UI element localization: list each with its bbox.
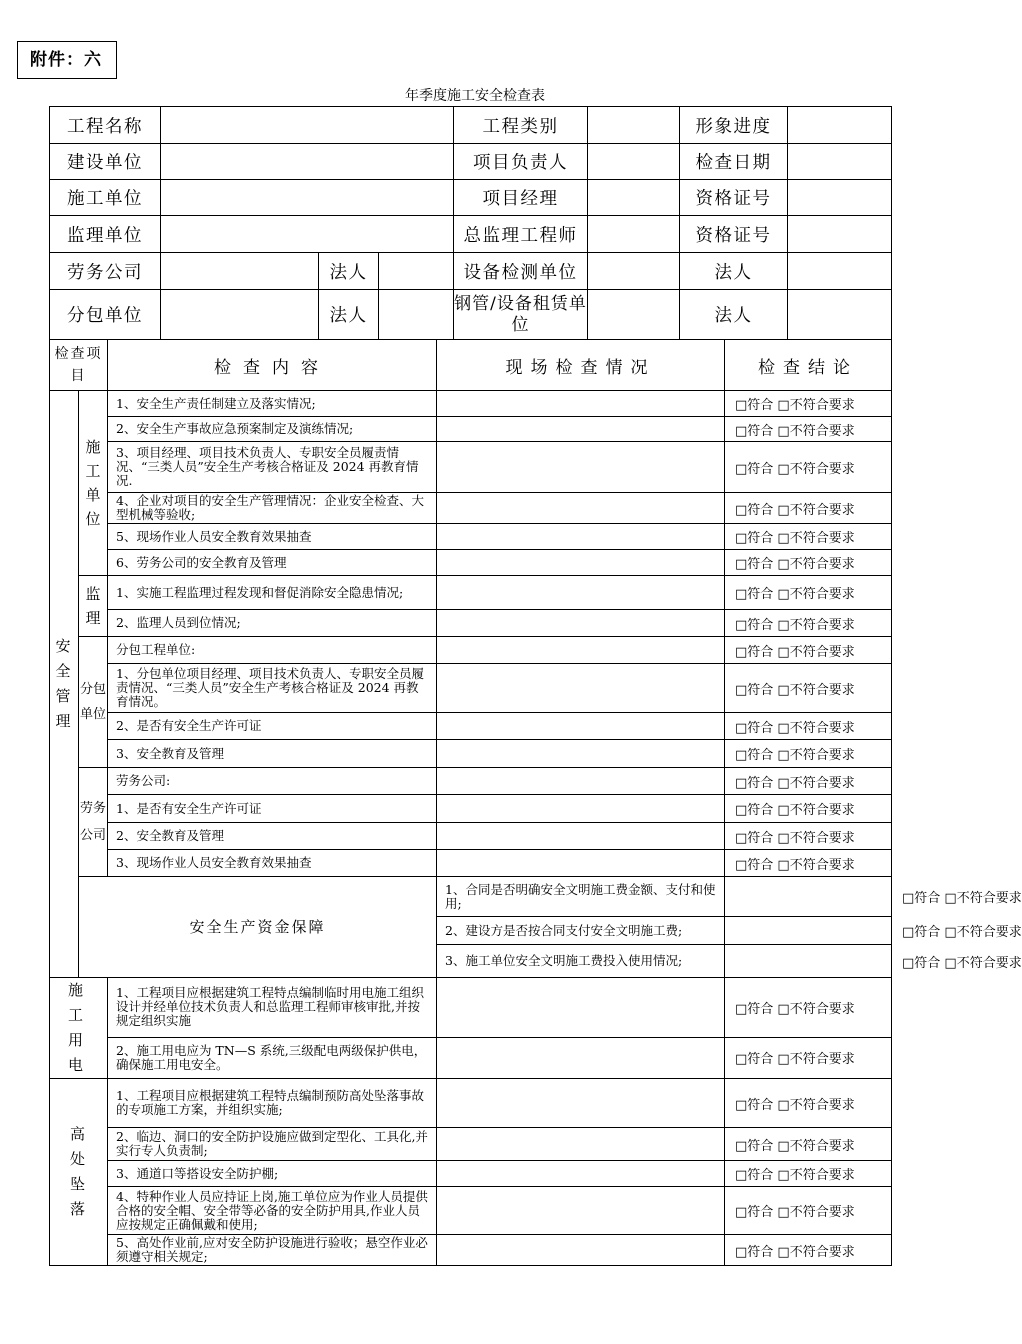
category-safety-funds: 安全生产资金保障 xyxy=(79,877,437,978)
contractor-label: 施工单位 xyxy=(50,180,161,216)
check-item: 1、安全生产责任制建立及落实情况; xyxy=(108,391,437,417)
project-category-label: 工程类别 xyxy=(454,107,588,144)
situation-cell[interactable] xyxy=(437,442,725,493)
conclusion-cell[interactable]: □符合 □不符合要求 xyxy=(725,1235,892,1266)
check-item: 3、项目经理、项目技术负责人、专职安全员履责情况、“三类人员”安全生产考核合格证及 2024 再教育情况. xyxy=(108,442,437,493)
situation-cell[interactable] xyxy=(437,524,725,550)
chief-supervisor-label: 总监理工程师 xyxy=(454,216,588,253)
legal-person-label-1: 法人 xyxy=(319,253,379,290)
project-category-value[interactable] xyxy=(588,107,680,144)
check-item: 1、是否有安全生产许可证 xyxy=(108,795,437,823)
page-title: 年季度施工安全检查表 xyxy=(405,88,545,104)
situation-cell[interactable] xyxy=(437,391,725,417)
situation-cell[interactable] xyxy=(437,713,725,740)
situation-cell[interactable] xyxy=(437,740,725,768)
contractor-value[interactable] xyxy=(161,180,454,216)
check-item: 3、现场作业人员安全教育效果抽查 xyxy=(108,850,437,877)
check-item: 1、实施工程监理过程发现和督促消除安全隐患情况; xyxy=(108,576,437,610)
check-item: 2、安全教育及管理 xyxy=(108,823,437,850)
header-conclusion: 检查结论 xyxy=(725,340,892,391)
supervisor-label: 监理单位 xyxy=(50,216,161,253)
progress-value[interactable] xyxy=(788,107,892,144)
situation-cell[interactable] xyxy=(437,1079,725,1128)
situation-cell[interactable] xyxy=(437,637,725,664)
check-item: 劳务公司: xyxy=(108,768,437,795)
equipment-testing-value[interactable] xyxy=(588,253,680,290)
situation-cell[interactable] xyxy=(725,877,892,917)
conclusion-cell[interactable]: □符合 □不符合要求 xyxy=(725,823,892,850)
subcontractor-label: 分包单位 xyxy=(50,290,161,340)
situation-cell[interactable] xyxy=(437,664,725,713)
situation-cell[interactable] xyxy=(437,1235,725,1266)
project-leader-value[interactable] xyxy=(588,144,680,180)
situation-cell[interactable] xyxy=(437,1187,725,1235)
check-item: 3、施工单位安全文明施工费投入使用情况; xyxy=(437,945,725,978)
subcategory-subcontractor: 分包单位 xyxy=(79,637,108,768)
conclusion-cell[interactable]: □符合 □不符合要求 xyxy=(725,637,892,664)
situation-cell[interactable] xyxy=(437,550,725,576)
situation-cell[interactable] xyxy=(437,850,725,877)
header-check-content: 检查内容 xyxy=(108,340,437,391)
conclusion-cell[interactable]: □符合 □不符合要求 xyxy=(725,1128,892,1161)
conclusion-cell[interactable]: □符合 □不符合要求 xyxy=(725,1187,892,1235)
situation-cell[interactable] xyxy=(437,417,725,442)
check-item: 1、工程项目应根据建筑工程特点编制临时用电施工组织设计并经单位技术负责人和总监理工程师审核审批,并按规定组织实施 xyxy=(108,978,437,1038)
check-item: 6、劳务公司的安全教育及管理 xyxy=(108,550,437,576)
project-name-value[interactable] xyxy=(161,107,454,144)
header-check-item: 检查项目 xyxy=(50,340,108,391)
legal-person-label-3: 法人 xyxy=(319,290,379,340)
safety-check-table: 检查项目 检查内容 现场检查情况 检查结论 安全管理 施工单位 1、安全生产责任制建立及落实情况; □符合 □不符合要求 2、安全生产事故应急预案制定及演练情况; □符合 □不符合要求 3、项目经理、项目技术负责人、专职安全员履责情况、“三类人员”安全生产考核合格证及 2024 再教育情况. □符合 □不符合要求 4、企业对项目的安全生产管理情况：企业安全检查、大型机械等验收; □符合 □不符合要求 5、现场作业人员安全教育效果抽查 □符合 □不符合要求 6、劳务公司的安全教育及管理 □符合 □不符合要求 监理 1、实施工程监理过程发现和督促消除安全隐患情况; □符合 □不符合要求 2、监理人员到位情况; □符合 □不符合要求 分包单位 分包工程单位: □符合 □不符合要求 1、分包单位项目经理、项目技术负责人、专职安全员履责情况、“三类人员”安全生产考核合格证及 2024 再教育情况。 □符合 □不符合要求 2、是否有安全生产许可证 □符合 □不符合要求 3、安全教育及管理 □符合 □不符合要求 劳务公司 劳务公司: □符合 □不符合要求 1、是否有安全生产许可证 □符合 □不符合要求 2、安全教育及管理 □符合 □不符合要求 3、现场作业人员安全教育效果抽查 □符合 □不符合要求 安全生产资金保障 1、合同是否明确安全文明施工费金额、支付和使用; □符合 □不符合要求 2、建设方是否按合同支付安全文明施工费; □符合 □不符合要求 3、施工单位安全文明施工费投入使用情况; □符合 □不符合要求 施工用电 1、工程项目应根据建筑工程特点编制临时用电施工组织设计并经单位技术负责人和总监理工程师审核审批,并按规定组织实施 □符合 □不符合要求 2、施工用电应为 TN—S 系统,三级配电两级保护供电，确保施工用电安全。 □符合 □不符合要求 高处坠落 1、工程项目应根据建筑工程特点编制预防高处坠落事故的专项施工方案，并组织实施; □符合 □不符合要求 2、临边、洞口的安全防护设施应做到定型化、工具化,并实行专人负责制; □符合 □不符合要求 3、通道口等搭设安全防护棚; □符合 □不符合要求 4、特种作业人员应持证上岗,施工单位应为作业人员提供合格的安全帽、安全带等必备的安全防护用具,作业人员应按规定正确佩戴和使用; □符合 □不符合要求 5、高处作业前,应对安全防护设施进行验收；悬空作业必须遵守相关规定; □符合 □不符合要求 xyxy=(49,339,892,1266)
check-item: 分包工程单位: xyxy=(108,637,437,664)
check-item: 1、工程项目应根据建筑工程特点编制预防高处坠落事故的专项施工方案，并组织实施; xyxy=(108,1079,437,1128)
conclusion-cell[interactable]: □符合 □不符合要求 xyxy=(725,713,892,740)
check-item: 3、安全教育及管理 xyxy=(108,740,437,768)
conclusion-cell[interactable]: □符合 □不符合要求 xyxy=(725,391,892,417)
project-name-label: 工程名称 xyxy=(50,107,161,144)
check-item: 5、高处作业前,应对安全防护设施进行验收；悬空作业必须遵守相关规定; xyxy=(108,1235,437,1266)
conclusion-cell[interactable]: □符合 □不符合要求 xyxy=(725,664,892,713)
category-falling-from-height: 高处坠落 xyxy=(50,1079,108,1266)
chief-supervisor-value[interactable] xyxy=(588,216,680,253)
cert-no-value-2[interactable] xyxy=(788,216,892,253)
conclusion-cell[interactable]: □符合 □不符合要求 xyxy=(725,493,892,524)
situation-cell[interactable] xyxy=(437,768,725,795)
check-item: 2、安全生产事故应急预案制定及演练情况; xyxy=(108,417,437,442)
situation-cell[interactable] xyxy=(725,917,892,945)
situation-cell[interactable] xyxy=(437,610,725,637)
pipe-rental-label: 钢管/设备租赁单位 xyxy=(454,290,588,340)
situation-cell[interactable] xyxy=(437,1128,725,1161)
cert-no-label-1: 资格证号 xyxy=(680,180,788,216)
conclusion-cell[interactable]: □符合 □不符合要求 xyxy=(725,524,892,550)
subcontractor-value[interactable] xyxy=(161,290,319,340)
legal-person-value-1[interactable] xyxy=(379,253,454,290)
project-leader-label: 项目负责人 xyxy=(454,144,588,180)
check-item: 4、特种作业人员应持证上岗,施工单位应为作业人员提供合格的安全帽、安全带等必备的安全防护用具,作业人员应按规定正确佩戴和使用; xyxy=(108,1187,437,1235)
cert-no-value-1[interactable] xyxy=(788,180,892,216)
category-construction-power: 施工用电 xyxy=(50,978,108,1079)
legal-person-value-2[interactable] xyxy=(788,253,892,290)
conclusion-cell[interactable]: □符合 □不符合要求 xyxy=(725,1037,892,1078)
conclusion-cell[interactable]: □符合 □不符合要求 xyxy=(725,850,892,877)
situation-cell[interactable] xyxy=(725,945,892,978)
check-item: 2、建设方是否按合同支付安全文明施工费; xyxy=(437,917,725,945)
project-info-table xyxy=(49,106,892,340)
legal-person-label-4: 法人 xyxy=(680,290,788,340)
legal-person-value-3[interactable] xyxy=(379,290,454,340)
supervisor-value[interactable] xyxy=(161,216,454,253)
check-date-value[interactable] xyxy=(788,144,892,180)
project-manager-label: 项目经理 xyxy=(454,180,588,216)
conclusion-cell[interactable]: □符合 □不符合要求 xyxy=(725,1161,892,1187)
check-item: 4、企业对项目的安全生产管理情况：企业安全检查、大型机械等验收; xyxy=(108,493,437,524)
builder-value[interactable] xyxy=(161,144,454,180)
subcategory-supervision: 监理 xyxy=(79,576,108,637)
conclusion-cell[interactable]: □符合 □不符合要求 xyxy=(725,576,892,610)
labor-company-label: 劳务公司 xyxy=(50,253,161,290)
check-item: 2、是否有安全生产许可证 xyxy=(108,713,437,740)
builder-label: 建设单位 xyxy=(50,144,161,180)
situation-cell[interactable] xyxy=(437,493,725,524)
conclusion-cell[interactable]: □符合 □不符合要求 xyxy=(725,740,892,768)
check-item: 5、现场作业人员安全教育效果抽查 xyxy=(108,524,437,550)
conclusion-cell[interactable]: □符合 □不符合要求 xyxy=(725,795,892,823)
cert-no-label-2: 资格证号 xyxy=(680,216,788,253)
check-item: 2、施工用电应为 TN—S 系统,三级配电两级保护供电，确保施工用电安全。 xyxy=(108,1037,437,1078)
header-situation: 现场检查情况 xyxy=(437,340,725,391)
attachment-label: 附件：六 xyxy=(17,41,117,79)
situation-cell[interactable] xyxy=(437,795,725,823)
check-item: 2、监理人员到位情况; xyxy=(108,610,437,637)
check-item: 1、合同是否明确安全文明施工费金额、支付和使用; xyxy=(437,877,725,917)
check-date-label: 检查日期 xyxy=(680,144,788,180)
situation-cell[interactable] xyxy=(437,978,725,1038)
conclusion-cell[interactable]: □符合 □不符合要求 xyxy=(725,442,892,493)
subcategory-construction-unit: 施工单位 xyxy=(79,391,108,576)
legal-person-value-4[interactable] xyxy=(788,290,892,340)
conclusion-cell[interactable]: □符合 □不符合要求 xyxy=(725,550,892,576)
category-safety-management: 安全管理 xyxy=(50,391,79,978)
legal-person-label-2: 法人 xyxy=(680,253,788,290)
equipment-testing-label: 设备检测单位 xyxy=(454,253,588,290)
labor-company-value[interactable] xyxy=(161,253,319,290)
conclusion-cell[interactable]: □符合 □不符合要求 xyxy=(725,417,892,442)
situation-cell[interactable] xyxy=(437,1161,725,1187)
pipe-rental-value[interactable] xyxy=(588,290,680,340)
situation-cell[interactable] xyxy=(437,1037,725,1078)
subcategory-labor-company: 劳务公司 xyxy=(79,768,108,877)
situation-cell[interactable] xyxy=(437,823,725,850)
conclusion-cell[interactable]: □符合 □不符合要求 xyxy=(725,1079,892,1128)
conclusion-cell[interactable]: □符合 □不符合要求 xyxy=(725,768,892,795)
check-item: 2、临边、洞口的安全防护设施应做到定型化、工具化,并实行专人负责制; xyxy=(108,1128,437,1161)
check-item: 1、分包单位项目经理、项目技术负责人、专职安全员履责情况、“三类人员”安全生产考核合格证及 2024 再教育情况。 xyxy=(108,664,437,713)
conclusion-cell[interactable]: □符合 □不符合要求 xyxy=(725,978,892,1038)
conclusion-cell[interactable]: □符合 □不符合要求 xyxy=(725,610,892,637)
situation-cell[interactable] xyxy=(437,576,725,610)
project-manager-value[interactable] xyxy=(588,180,680,216)
check-item: 3、通道口等搭设安全防护棚; xyxy=(108,1161,437,1187)
progress-label: 形象进度 xyxy=(680,107,788,144)
